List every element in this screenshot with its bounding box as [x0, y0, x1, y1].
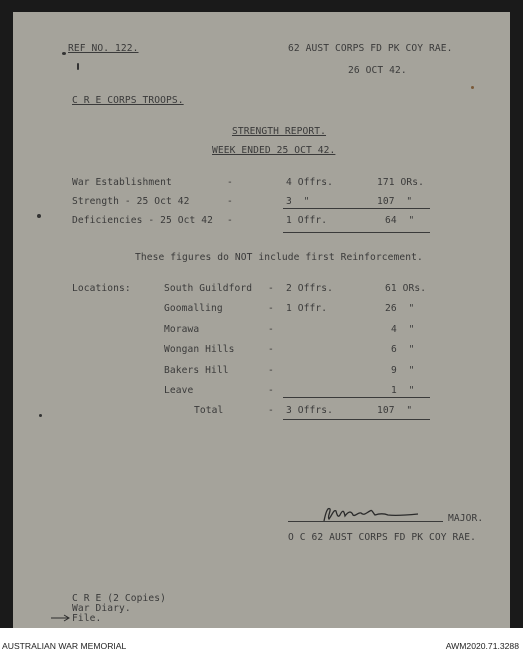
locations-heading: Locations: — [72, 283, 131, 294]
location-place-4: Bakers Hill — [164, 365, 229, 376]
summary-dash-1: - — [227, 196, 233, 207]
summary-rule — [283, 208, 430, 209]
punch-mark — [37, 214, 41, 218]
location-ors-0: 61 ORs. — [385, 283, 427, 294]
summary-ors-2: 64 " — [385, 215, 415, 226]
locations-rule — [283, 397, 430, 398]
ink-mark — [77, 63, 79, 70]
summary-ors-0: 171 ORs. — [377, 177, 425, 188]
summary-rule-2 — [283, 232, 430, 233]
total-rule — [283, 419, 430, 420]
location-place-1: Goomalling — [164, 303, 223, 314]
location-dash-0: - — [268, 283, 274, 294]
reference-number: REF NO. 122. — [68, 43, 139, 54]
ink-mark — [62, 52, 66, 55]
total-label: Total — [194, 405, 224, 416]
location-ors-4: 9 " — [391, 365, 415, 376]
summary-offrs-1: 3 " — [286, 196, 310, 207]
signature-rank: MAJOR. — [448, 513, 484, 524]
signature-line — [288, 521, 443, 522]
location-ors-1: 26 " — [385, 303, 415, 314]
note: These figures do NOT include first Reinforcement. — [135, 252, 423, 263]
summary-dash-0: - — [227, 177, 233, 188]
report-subtitle: WEEK ENDED 25 OCT 42. — [212, 145, 336, 156]
summary-ors-1: 107 " — [377, 196, 413, 207]
location-place-5: Leave — [164, 385, 194, 396]
distribution-item-1: War Diary. — [72, 603, 131, 614]
footer-institution: AUSTRALIAN WAR MEMORIAL — [2, 641, 127, 651]
footer-bar — [0, 628, 523, 653]
distribution-item-2: File. — [72, 613, 102, 624]
location-ors-3: 6 " — [391, 344, 415, 355]
location-dash-4: - — [268, 365, 274, 376]
summary-dash-2: - — [227, 215, 233, 226]
total-ors: 107 " — [377, 405, 413, 416]
ink-mark — [471, 86, 474, 89]
location-dash-5: - — [268, 385, 274, 396]
location-dash-3: - — [268, 344, 274, 355]
report-title: STRENGTH REPORT. — [232, 126, 327, 137]
unit-name: 62 AUST CORPS FD PK COY RAE. — [288, 43, 453, 54]
total-offrs: 3 Offrs. — [286, 405, 334, 416]
summary-label-1: Strength - 25 Oct 42 — [72, 196, 190, 207]
summary-label-0: War Establishment — [72, 177, 172, 188]
location-dash-2: - — [268, 324, 274, 335]
location-place-0: South Guildford — [164, 283, 253, 294]
location-place-2: Morawa — [164, 324, 200, 335]
footer-accession: AWM2020.71.3288 — [445, 641, 519, 651]
total-dash: - — [268, 405, 274, 416]
summary-label-2: Deficiencies - 25 Oct 42 — [72, 215, 214, 226]
location-ors-5: 1 " — [391, 385, 415, 396]
location-offrs-0: 2 Offrs. — [286, 283, 334, 294]
addressee: C R E CORPS TROOPS. — [72, 95, 184, 106]
location-dash-1: - — [268, 303, 274, 314]
distribution-item-0: C R E (2 Copies) — [72, 593, 167, 604]
report-date: 26 OCT 42. — [348, 65, 407, 76]
location-offrs-1: 1 Offr. — [286, 303, 328, 314]
signature-title: O C 62 AUST CORPS FD PK COY RAE. — [288, 532, 477, 543]
arrow-icon — [50, 613, 72, 623]
punch-mark — [39, 414, 42, 417]
summary-offrs-2: 1 Offr. — [286, 215, 328, 226]
location-ors-2: 4 " — [391, 324, 415, 335]
summary-offrs-0: 4 Offrs. — [286, 177, 334, 188]
location-place-3: Wongan Hills — [164, 344, 235, 355]
